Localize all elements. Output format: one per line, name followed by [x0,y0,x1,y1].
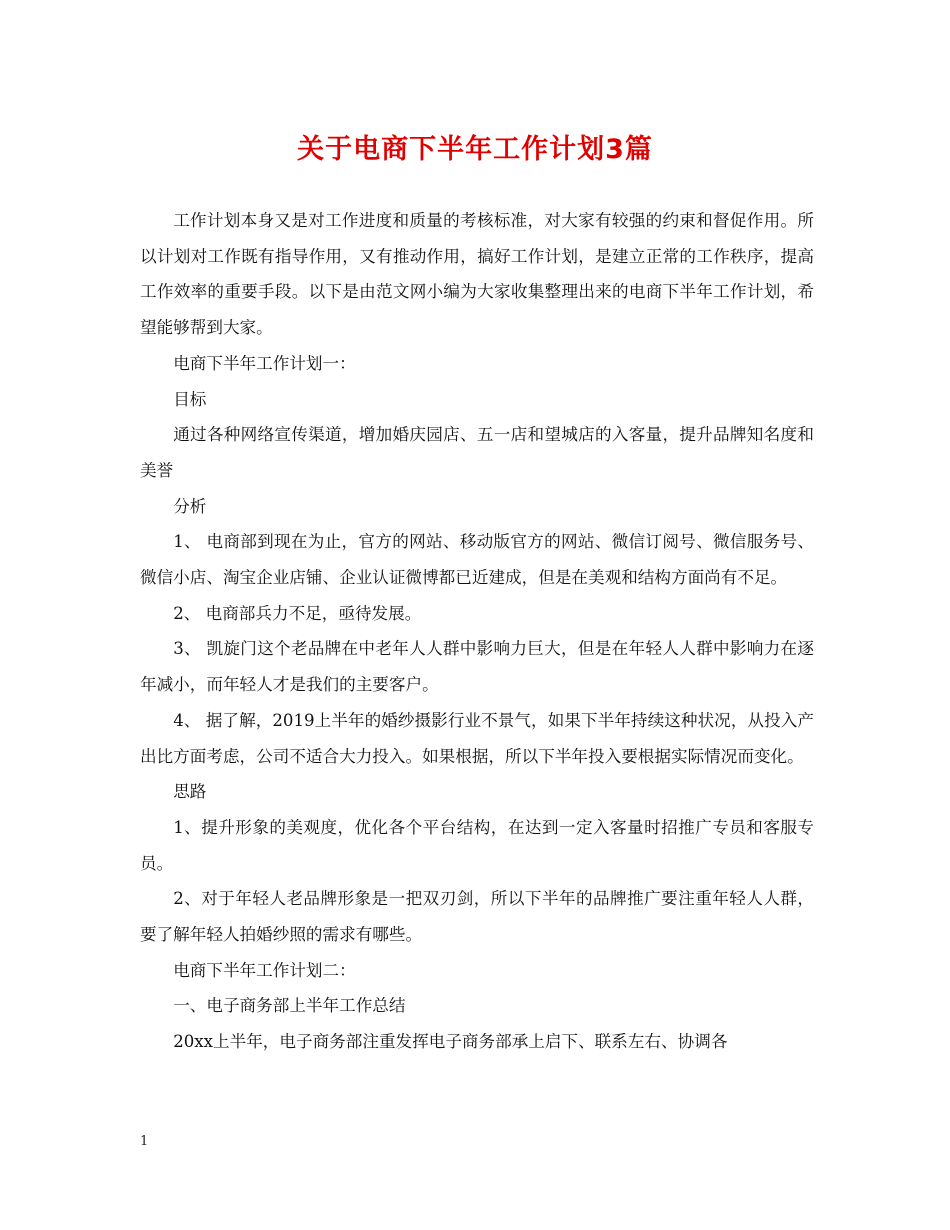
page-number: 1 [140,1134,149,1149]
paragraph-analysis-item-1: 1、 电商部到现在为止，官方的网站、移动版官方的网站、微信订阅号、微信服务号、微信小店、淘宝企业店铺、企业认证微博都已近建成，但是在美观和结构方面尚有不足。 [140,532,814,588]
document-body [140,203,814,1060]
paragraph-plan-one-heading: 电商下半年工作计划一： [173,353,356,373]
paragraph-intro: 工作计划本身又是对工作进度和质量的考核标准，对大家有较强的约束和督促作用。所以计划对工作既有指导作用，又有推动作用，搞好工作计划，是建立正常的工作秩序，提高工作效率的重要手段。以下是由范文网小编为大家收集整理出来的电商下半年工作计划，希望能够帮到大家。 [140,211,814,338]
paragraph-approach-item-2: 2、对于年轻人老品牌形象是一把双刃剑，所以下半年的品牌推广要注重年轻人人群，要了解年轻人拍婚纱照的需求有哪些。 [140,889,814,945]
paragraph-summary-text: 20xx上半年，电子商务部注重发挥电子商务部承上启下、联系左右、协调各 [173,1032,728,1052]
paragraph-approach-item-1: 1、提升形象的美观度，优化各个平台结构，在达到一定入客量时招推广专员和客服专员。 [140,817,814,873]
paragraph-goal-text: 通过各种网络宣传渠道，增加婚庆园店、五一店和望城店的入客量，提升品牌知名度和美誉 [140,425,814,480]
paragraph-summary-heading: 一、电子商务部上半年工作总结 [173,996,406,1016]
paragraph-analysis-item-2: 2、 电商部兵力不足，亟待发展。 [173,603,422,623]
paragraph-approach-heading: 思路 [173,782,207,802]
paragraph-analysis-item-4: 4、 据了解，2019上半年的婚纱摄影行业不景气，如果下半年持续这种状况，从投入产出比方面考虑，公司不适合大力投入。如果根据，所以下半年投入要根据实际情况而变化。 [140,710,814,766]
paragraph-analysis-heading: 分析 [173,496,207,516]
paragraph-goal-heading: 目标 [173,389,207,409]
paragraph-analysis-item-3: 3、 凯旋门这个老品牌在中老年人人群中影响力巨大，但是在年轻人人群中影响力在逐年减小，而年轻人才是我们的主要客户。 [140,639,814,695]
paragraph-plan-two-heading: 电商下半年工作计划二： [173,960,356,980]
document-title: 关于电商下半年工作计划3篇 [297,134,653,165]
